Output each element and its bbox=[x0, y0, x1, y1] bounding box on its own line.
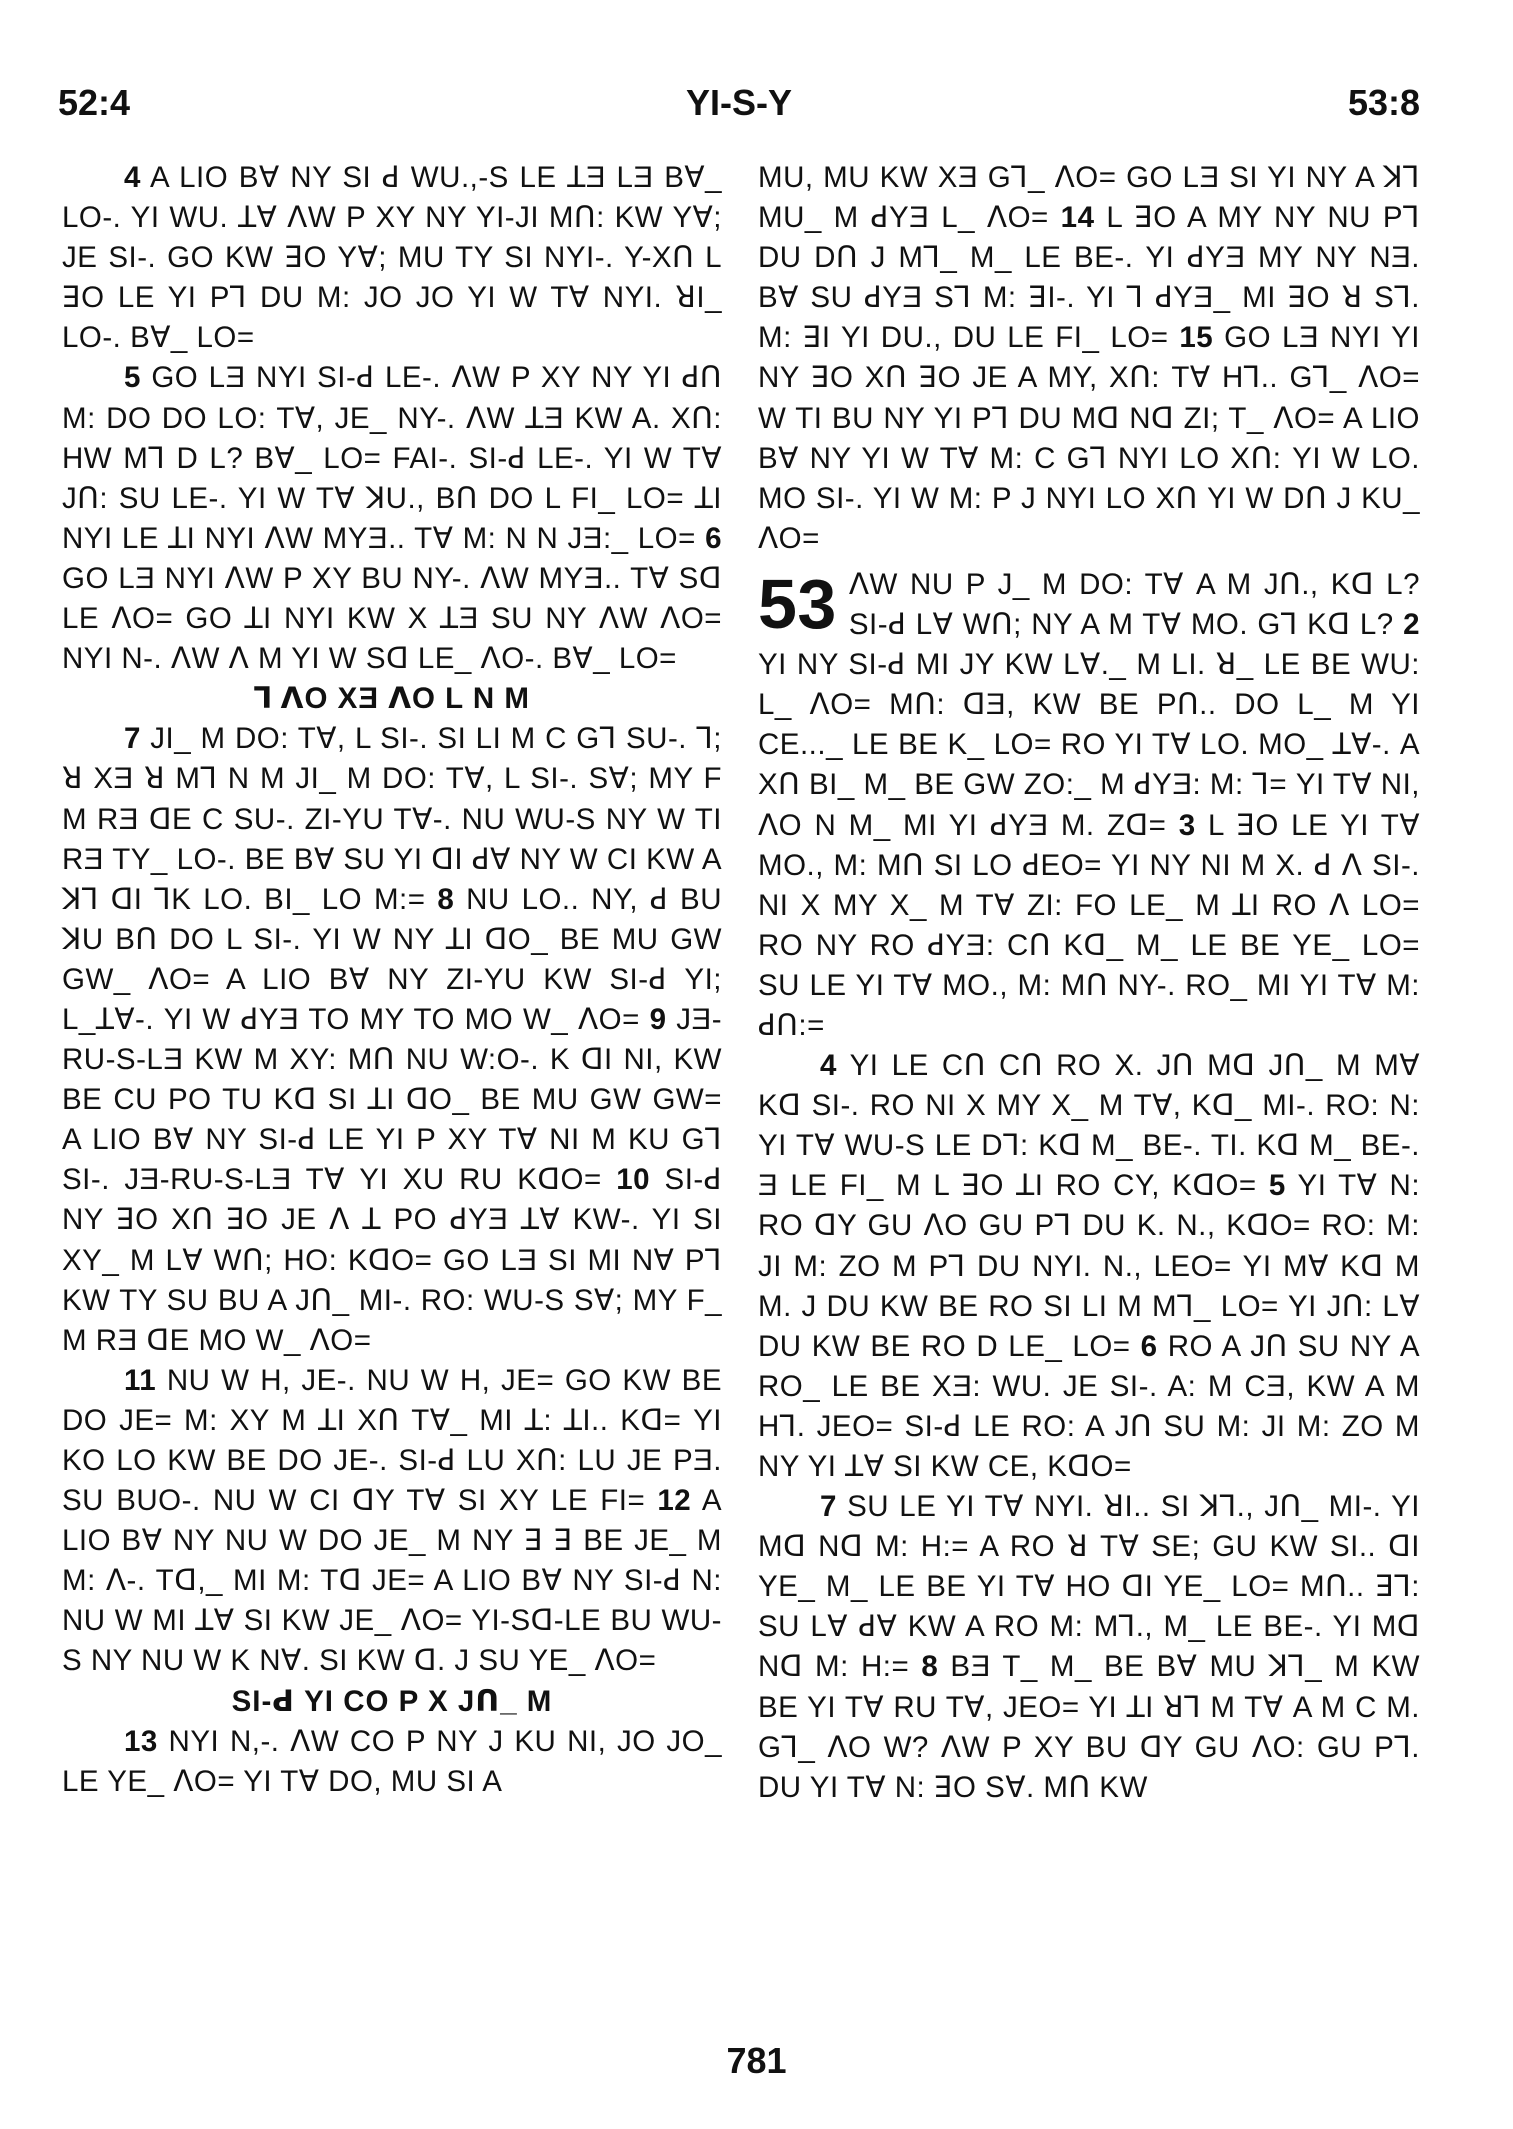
paragraph bbox=[758, 1487, 1420, 1808]
page-header bbox=[58, 82, 1420, 132]
verse-text: RO A Jꓵ SU NY A RO_ LE BE XƎ: WU. JE SI-. A: M CƎ, KW A M Hꓶ. JEO= SI-ꓒ LE RO: A Jꓵ SU M: JI M: ZO M NY YI ꓕꓯ SI KW CE, KꓷO= bbox=[758, 1329, 1420, 1483]
header-book-title: YI-S-Y bbox=[685, 82, 792, 123]
verse-number: 7 bbox=[820, 1490, 837, 1524]
paragraph bbox=[62, 1722, 722, 1802]
verse-text: ꓥW NU P J_ M DO: Tꓯ A M Jꓵ., Kꓷ L? SI-ꓒ Lꓯ Wꓵ; NY A M Tꓯ MO. Gꓶ Kꓷ L? bbox=[848, 567, 1420, 642]
verse-number: 15 bbox=[1179, 321, 1214, 355]
verse-text: SU LE YI Tꓯ NYI. ꓤI.. SI ꓘꓶ., Jꓵ_ MI-. YI Mꓷ Nꓷ M: H:= A RO ꓤ Tꓯ SE; GU KW SI.. ꓷI YE_ M_ LE BE YI Tꓯ HO ꓷI YE_ LO= Mꓵ.. ꓱꓶ: SU Lꓯ ꓒꓯ KW A RO M: Mꓶ., M_ LE BE-. YI Mꓷ Nꓷ M: H:= bbox=[758, 1490, 1420, 1684]
verse-number: 13 bbox=[124, 1724, 158, 1758]
verse-text: NU W H, JE-. NU W H, JE= GO KW BE DO JE= M: XY M ꓕI Xꓵ Tꓯ_ MI ꓕ: ꓕI.. Kꓷ= YI KO LO KW BE DO JE-. SI-ꓒ LU Xꓵ: LU JE PƎ. SU BUO-. NU W CI ꓷY Tꓯ SI XY LE FI= bbox=[62, 1363, 722, 1518]
verse-text: A LIO Bꓯ NY SI ꓒ WU.,-S LE ꓕƎ LƎ Bꓯ_ LO-. YI WU. ꓕꓯ ꓥW P XY NY YI-JI Mꓵ: KW Yꓯ; JE SI-. GO KW ꓱO Yꓯ; MU TY SI NYI-. Y-Xꓵ L ꓱO LE YI Pꓶ DU M: JO JO YI W Tꓯ NYI. ꓤI_ LO-. Bꓯ_ LO= bbox=[62, 161, 722, 355]
verse-text: GO LƎ NYI SI-ꓒ LE-. ꓥW P XY NY YI ꓒꓵ M: DO DO LO: Tꓯ, JE_ NY-. ꓥW ꓕƎ KW A. Xꓵ: HW Mꓶ D L? Bꓯ_ LO= FAI-. SI-ꓒ LE-. YI W Tꓯ Jꓵ: SU LE-. YI W Tꓯ ꓘU., Bꓵ DO L FI_ LO= ꓕI NYI LE ꓕI NYI ꓥW MYƎ.. Tꓯ M: N N JƎ:_ LO= bbox=[62, 361, 722, 555]
verse-text: A LIO Bꓯ NY NU W DO JE_ M NY ꓱ ꓱ BE JE_ M M: ꓥ-. Tꓷ,_ MI M: Tꓷ JE= A LIO Bꓯ NY SI-ꓒ N: NU W MI ꓕꓯ SI KW JE_ ꓥO= YI-Sꓷ-LE BU WU-S NY NU W K Nꓯ. SI KW ꓷ. J SU YE_ ꓥO= bbox=[62, 1484, 722, 1678]
chapter-block bbox=[758, 565, 1420, 1046]
verse-number: 9 bbox=[649, 1002, 667, 1036]
verse-text: L ꓱO LE YI Tꓯ MO., M: Mꓵ SI LO ꓒEO= YI NY NI M X. ꓒ ꓥ SI-. NI X MY X_ M Tꓯ ZI: FO LE_ M ꓕI RO ꓥ LO= RO NY RO ꓒYƎ: Cꓵ Kꓷ_ M_ LE BE YE_ LO= SU LE YI Tꓯ MO., M: Mꓵ NY-. RO_ MI YI Tꓯ M: ꓒꓵ:= bbox=[758, 808, 1420, 1042]
verse-number: 2 bbox=[1403, 608, 1420, 642]
verse-number: 10 bbox=[616, 1163, 651, 1197]
verse-text: NU LO.. NY, ꓒ BU ꓘU Bꓵ DO L SI-. YI W NY ꓕI ꓷO_ BE MU GW GW_ ꓥO= A LIO Bꓯ NY ZI-YU KW SI-ꓒ YI; L_ꓕꓯ-. YI W ꓒYƎ TO MY TO MO W_ ꓥO= bbox=[62, 882, 723, 1036]
paragraph bbox=[62, 1361, 722, 1682]
verse-text: BƎ T_ M_ BE Bꓯ MU ꓘꓶ_ M KW BE YI Tꓯ RU Tꓯ, JEO= YI ꓕI ꓤꓶ M Tꓯ A M C M. Gꓶ_ ꓥO W? ꓥW P XY BU ꓷY GU ꓥO: GU Pꓶ. DU YI Tꓯ N: ꓱO Sꓯ. Mꓵ KW bbox=[758, 1650, 1421, 1804]
paragraph bbox=[758, 565, 1420, 1046]
paragraph bbox=[758, 158, 1420, 559]
paragraph bbox=[62, 719, 722, 1361]
verse-number: 3 bbox=[1178, 808, 1196, 842]
header-right-reference: 53:8 bbox=[1347, 82, 1420, 123]
verse-text: SI-ꓒ NY ꓱO Xꓵ ꓱO JE ꓥ ꓕ PO ꓒYƎ ꓕꓯ KW-. YI SI XY_ M Lꓯ Wꓵ; HO: KꓷO= GO LƎ SI MI Nꓯ Pꓶ KW TY SU BU A Jꓵ_ MI-. RO: WU-S Sꓯ; MY F_ M RƎ ꓷE MO W_ ꓥO= bbox=[62, 1163, 723, 1357]
verse-number: 4 bbox=[820, 1049, 837, 1083]
verse-number: 5 bbox=[1268, 1169, 1286, 1203]
section-heading: SI-ꓒ YI CO P X Jꓵ_ M bbox=[231, 1684, 553, 1718]
right-column bbox=[758, 158, 1420, 1808]
header-left-reference: 52:4 bbox=[58, 82, 131, 123]
page-number: 781 bbox=[726, 2040, 787, 2081]
verse-number: 5 bbox=[124, 361, 141, 395]
verse-number: 12 bbox=[657, 1484, 692, 1518]
verse-text: JƎ-RU-S-LƎ KW M XY: Mꓵ NU W:O-. K ꓷI NI, KW BE CU PO TU Kꓷ SI ꓕI ꓷO_ BE MU GW GW= A LIO Bꓯ NY SI-ꓒ LE YI P XY Tꓯ NI M KU Gꓶ SI-. JƎ-RU-S-LƎ Tꓯ YI XU RU KꓷO= bbox=[62, 1002, 723, 1197]
verse-number: 6 bbox=[1140, 1329, 1158, 1363]
left-column bbox=[62, 158, 722, 1802]
verse-text: YI NY SI-ꓒ MI JY KW Lꓯ._ M LI. ꓤ_ LE BE WU: L_ ꓥO= Mꓵ: ꓷƎ, KW BE Pꓵ.. DO L_ M YI CE..._ LE BE K_ LO= RO YI Tꓯ LO. MO_ ꓕꓯ-. A Xꓵ BI_ M_ BE GW ZO:_ M ꓒYƎ: M: ꓶ= YI Tꓯ NI, ꓥO N M_ MI YI ꓒYƎ M. Zꓷ= bbox=[758, 648, 1420, 842]
paragraph bbox=[62, 158, 722, 358]
chapter-number: 53 bbox=[758, 564, 837, 643]
verse-text: YI LE Cꓵ Cꓵ RO X. Jꓵ Mꓷ Jꓵ_ M Mꓯ Kꓷ SI-. RO NI X MY X_ M Tꓯ, Kꓷ_ MI-. RO: N: YI Tꓯ WU-S LE Dꓶ: Kꓷ M_ BE-. TI. Kꓷ M_ BE-. Ǝ LE FI_ M L ꓱO ꓕI RO CY, KꓷO= bbox=[758, 1049, 1421, 1203]
section-heading: ꓶ ꓥO XƎ ꓥO L N M bbox=[254, 682, 530, 716]
verse-number: 4 bbox=[124, 161, 141, 194]
verse-text: NYI N,-. ꓥW CO P NY J KU NI, JO JO_ LE YE_ ꓥO= YI Tꓯ DO, MU SI A bbox=[62, 1724, 722, 1798]
verse-number: 7 bbox=[124, 722, 141, 756]
paragraph bbox=[758, 1046, 1420, 1487]
paragraph bbox=[62, 358, 722, 679]
verse-number: 8 bbox=[437, 882, 455, 916]
verse-text: GO LƎ NYI YI NY ꓱO Xꓵ ꓱO JE A MY, Xꓵ: Tꓯ Hꓶ.. Gꓶ_ ꓥO= W TI BU NY YI Pꓶ DU Mꓷ Nꓷ ZI; T_ ꓥO= A LIO Bꓯ NY YI W Tꓯ M: C Gꓶ NYI LO Xꓵ: YI W LO. MO SI-. YI W M: P J NYI LO Xꓵ YI W Dꓵ J KU_ ꓥO= bbox=[758, 321, 1420, 555]
verse-text: GO LƎ NYI ꓥW P XY BU NY-. ꓥW MYƎ.. Tꓯ Sꓷ LE ꓥO= GO ꓕI NYI KW X ꓕƎ SU NY ꓥW ꓥO= NYI N-. ꓥW ꓥ M YI W Sꓷ LE_ ꓥO-. Bꓯ_ LO= bbox=[62, 561, 722, 676]
verse-number: 8 bbox=[921, 1650, 939, 1684]
verse-number: 14 bbox=[1060, 201, 1095, 235]
verse-number: 6 bbox=[705, 521, 722, 555]
verse-text: JI_ M DO: Tꓯ, L SI-. SI LI M C Gꓶ SU-. ꓶ; ꓤ XƎ ꓤ Mꓶ N M JI_ M DO: Tꓯ, L SI-. Sꓯ; MY F M RƎ ꓷE C SU-. ZI-YU Tꓯ-. NU WU-S NY W TI RƎ TY_ LO-. BE Bꓯ SU YI ꓷI ꓒꓯ NY W CI KW A ꓘꓶ ꓷI ꓶK LO. BI_ LO M:= bbox=[62, 722, 722, 916]
verse-text: L ꓱO A MY NY NU Pꓶ DU Dꓵ J Mꓶ_ M_ LE BE-. YI ꓒYƎ MY NY NƎ. Bꓯ SU ꓒYƎ Sꓶ M: ꓱI-. YI ꓶ ꓒYƎ_ MI ꓱO ꓤ Sꓶ. M: ꓱI YI DU., DU LE FI_ LO= bbox=[758, 201, 1420, 355]
verse-text: MU, MU KW XƎ Gꓶ_ ꓥO= GO LƎ SI YI NY A ꓘꓶ MU_ M ꓒYƎ L_ ꓥO= bbox=[758, 161, 1420, 235]
verse-number: 11 bbox=[124, 1363, 157, 1397]
verse-text: YI Tꓯ N: RO ꓷY GU ꓥO GU Pꓶ DU K. N., KꓷO= RO: M: JI M: ZO M Pꓶ DU NYI. N., LEO= YI Mꓯ Kꓷ M M. J DU KW BE RO SI LI M Mꓶ_ LO= YI Jꓵ: Lꓯ DU KW BE RO D LE_ LO= bbox=[758, 1169, 1421, 1363]
